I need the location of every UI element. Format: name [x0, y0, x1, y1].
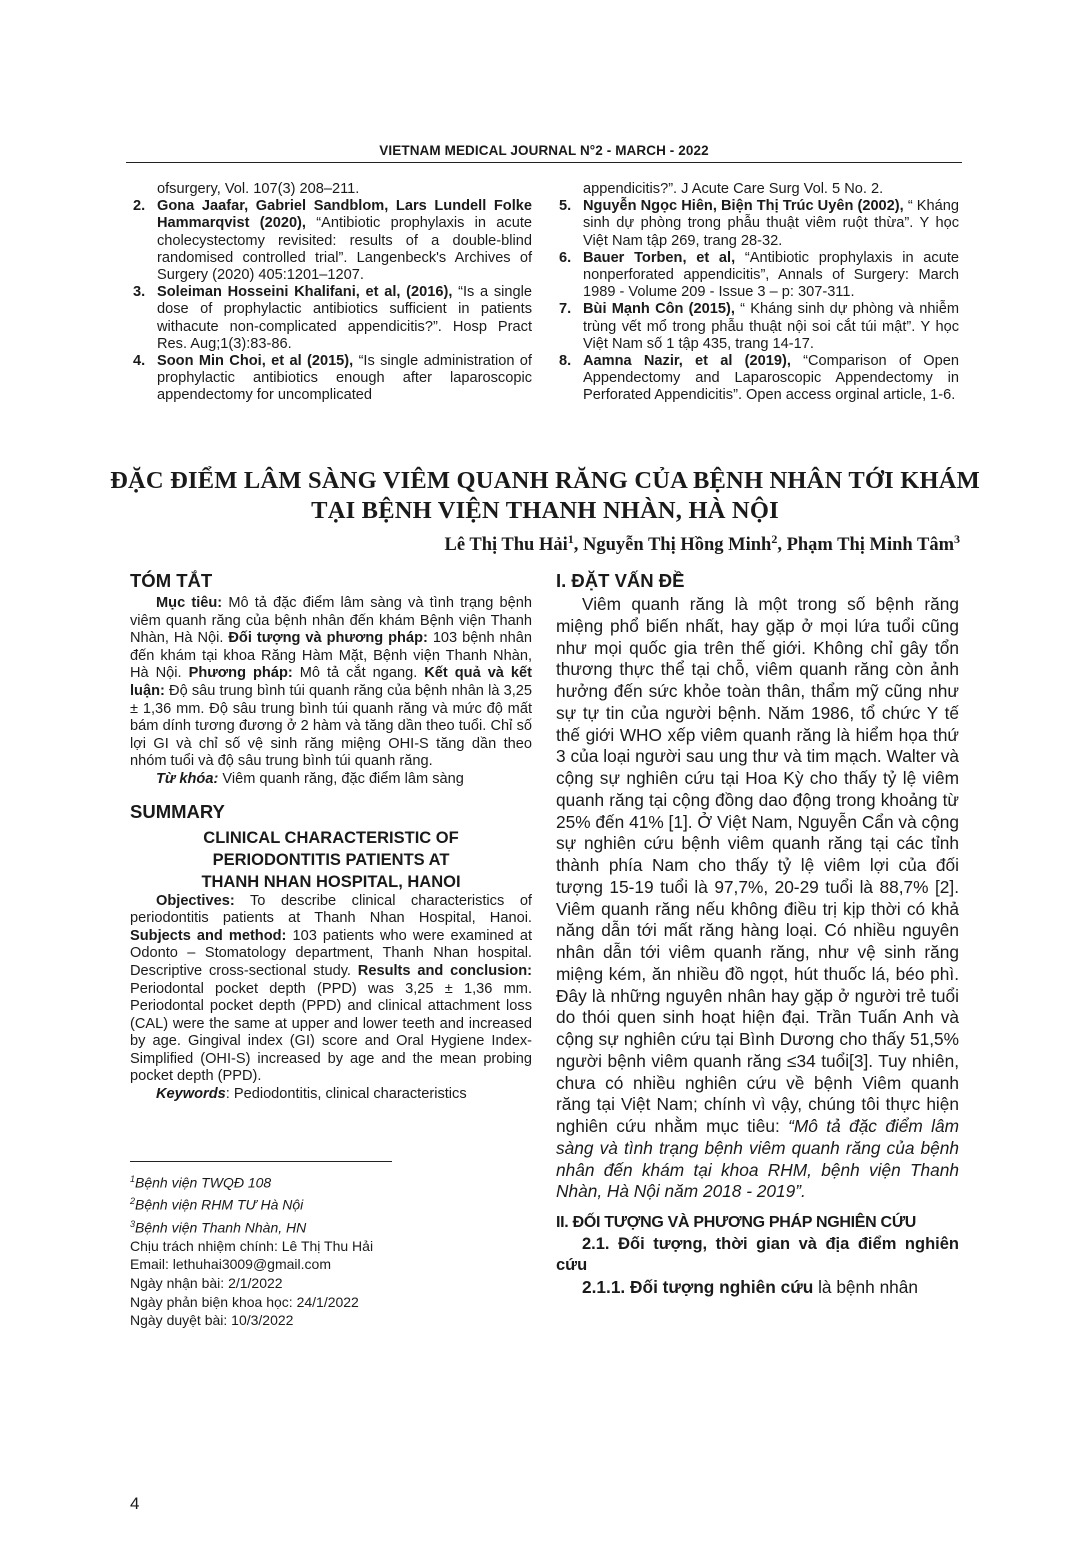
footnote: $^3$Bệnh viện Thanh Nhàn, HN [130, 1218, 307, 1236]
intro-body: Viêm quanh răng là một trong số bệnh răng miệng phổ biến nhất, hay gặp ở mọi lứa tuổi cũng như mọi quốc gia trên thế giới. Không chỉ gây tổn thương thực thể tại chỗ, viêm quanh răng còn ảnh hưởng đến sức khỏe toàn thân, thẩm mỹ cũng như sự tự tin của người bệnh. Năm 1986, tổ chức Y tế thế giới WHO xếp viêm quanh răng là hiểm họa thứ 3 của loại người sau ung thư và tim mạch. Walter và cộng sự nghiên cứu tại Hoa Kỳ cho thấy tỷ lệ viêm quanh răng tại cộng đồng dao động trong khoảng từ 25% đến 41% [1]. Ở Việt Nam, Nguyễn Cẩn và cộng sự nghiên cứu bệnh viêm quanh răng tại các tỉnh thành phía Nam cho thấy tỷ lệ viêm lợi của đối tượng 15-19 tuổi là 97,7%, 20-29 tuổi là 88,7% [2]. Viêm quanh răng nếu không điều trị kịp thời có khả năng dẫn tới mất răng hàng loại. Có nhiều nguyên nhân dẫn tới viêm quanh răng, như vệ sinh răng miệng kém, ăn nhiều đồ ngọt, hút thuốc lá, béo phì. Đây là những nguyên nhân hay gặp ở người trẻ tuổi do thói quen sinh hoạt hiện đại. Trần Tuấn Anh và cộng sự nghiên cứu tại Bình Dương cho thấy 51,5% người bệnh viêm quanh răng ≤34 tuổi[3]. Tuy nhiên, chưa có nhiều nghiên cứu về bệnh Viêm quanh răng tại Việt Nam; chính vì vậy, chúng tôi thực hiện nghiên cứu nhằm mục tiêu: “Mô tả đặc điểm lâm sàng và tình trạng bệnh viêm quanh răng của bệnh nhân đến khám tại khoa RHM, bệnh viện Thanh Nhàn, Hà Nội năm 2018 - 2019”. [556, 594, 960, 1202]
author-affiliation: 3 [954, 532, 960, 546]
footnote: $^2$Bệnh viện RHM TƯ Hà Nội [130, 1196, 304, 1213]
footnotes [130, 1170, 373, 1330]
article-title-line-1: ĐẶC ĐIỂM LÂM SÀNG VIÊM QUANH RĂNG CỦA BỆNH NHÂN TỚI KHÁM [110, 467, 980, 494]
reference-item: appendicitis?”. J Acute Care Surg Vol. 5 No. 2. [583, 181, 884, 197]
author-name: Lê Thị Thu Hải [444, 535, 568, 556]
journal-header: VIETNAM MEDICAL JOURNAL N°2 - MARCH - 2022 [379, 143, 709, 158]
author-name: Phạm Thị Minh Tâm [786, 535, 954, 556]
summary-body: Objectives: To describe clinical characteristics of periodontitis patients at Thanh Nhan Hospital, Hanoi. Subjects and method: 103 patients who were examined at Odonto – Stomatology department, Thanh Nhan hospital. Descriptive cross-sectional study. Results and conclusion: Periodontal pocket depth (PPD) was 3,25 ± 1,36 mm. Periodontal pocket depth (PPD) and clinical attachment loss (CAL) were the same at upper and lower teeth and increased by age. Gingival index (GI) score and Oral Hygiene Index-Simplified (OHI-S) increased by age and the mean probing pocket depth (PPD). [130, 892, 532, 1085]
footnote: $^1$Bệnh viện TWQĐ 108 [130, 1174, 272, 1191]
author-name: Nguyễn Thị Hồng Minh [583, 535, 772, 556]
references-right [556, 181, 959, 405]
tomtat-body: Mục tiêu: Mô tả đặc điểm lâm sàng và tình trạng bệnh viêm quanh răng của bệnh nhân đến khám Bệnh viện Thanh Nhàn, Hà Nội. Đối tượng và phương pháp: 103 bệnh nhân đến khám tại khoa Răng Hàm Mặt, Bệnh viện Thanh Nhàn, Hà Nội. Phương pháp: Mô tả cắt ngang. Kết quả và kết luận: Độ sâu trung bình túi quanh răng của bệnh nhân là 3,25 ± 1,36 mm. Độ sâu trung bình túi quanh răng và mức độ mất bám dính tương đương ở 2 hàm và tăng dần theo tuổi. Chỉ số lợi GI và chỉ số vệ sinh răng miệng OHI-S tăng dần theo nhóm tuổi và độ sâu trung bình túi quanh răng. [130, 595, 533, 770]
tomtat-keywords: Từ khóa: Viêm quanh răng, đặc điểm lâm sàng [156, 770, 464, 787]
author-affiliation: 2 [771, 532, 778, 546]
footnote-rule [130, 1161, 392, 1162]
reference-item: 8. Aamna Nazir, et al (2019), “Comparison of Open Appendectomy and Laparoscopic Appendectomy in Perforated Appendicitis”. Open access orginal article, 1-6. [559, 353, 960, 404]
summary-title: CLINICAL CHARACTERISTIC OF PERIODONTITIS PATIENTS AT THANH NHAN HOSPITAL, HANOI [201, 828, 461, 891]
reference-item: 3. Soleiman Hosseini Khalifani, et al, (2016), “Is a single dose of prophylactic antibiotics sufficient in patients withacute non-complicated appendicitis?”. Hosp Pract Res. Aug;1(3):83-86. [133, 284, 533, 352]
methods-body: 2.1.1. Đối tượng nghiên cứu là bệnh nhân [582, 1276, 919, 1297]
reference-item: 2. Gona Jaafar, Gabriel Sandblom, Lars Lundell Folke Hammarqvist (2020), “Antibiotic prophylaxis in acute cholecystectomy revisited: results of a double-blind randomised controlled trial”. Langenbeck's Archives of Surgery (2020) 405:1201–1207. [133, 198, 533, 284]
footnote: Ngày phản biện khoa học: 24/1/2022 [130, 1293, 359, 1310]
left-column [130, 570, 532, 1104]
footnote-email: Email: lethuhai3009@gmail.com [130, 1256, 331, 1273]
article-title [100, 466, 990, 526]
summary-heading: SUMMARY [130, 800, 225, 822]
methods-heading: II. ĐỐI TƯỢNG VÀ PHƯƠNG PHÁP NGHIÊN CỨU [556, 1214, 917, 1231]
footnote: Chịu trách nhiệm chính: Lê Thị Thu Hải [130, 1237, 374, 1254]
page-number: 4 [130, 1494, 140, 1513]
references-left [130, 181, 532, 405]
summary-keywords: Keywords: Pediodontitis, clinical characteristics [156, 1086, 467, 1103]
tomtat-heading: TÓM TẮT [130, 570, 213, 591]
reference-item: 7. Bùi Mạnh Côn (2015), “ Kháng sinh dự phòng và nhiễm trùng vết mổ trong phẫu thuật nội soi cắt túi mật”. Y học Việt Nam số 1 tập 435, trang 14-17. [559, 301, 959, 352]
methods-subheading: 2.1. Đối tượng, thời gian và địa điểm nghiên cứu [556, 1234, 959, 1274]
reference-item: ofsurgery, Vol. 107(3) 208–211. [157, 181, 360, 197]
reference-item: 4. Soon Min Choi, et al (2015), “Is single administration of prophylactic antibiotics enough after laparoscopic appendectomy for uncomplicated [133, 353, 532, 404]
right-column [556, 570, 959, 1298]
header-rule [126, 162, 962, 163]
footnote: Ngày nhận bài: 2/1/2022 [130, 1274, 283, 1291]
footnote: Ngày duyệt bài: 10/3/2022 [130, 1312, 294, 1329]
article-title-line-2: TẠI BỆNH VIỆN THANH NHÀN, HÀ NỘI [311, 497, 779, 524]
author-list: Lê Thị Thu Hải$^1$, Nguyễn Thị Hồng Minh$^2$, Phạm Thị Minh Tâm$^3$ [444, 532, 960, 556]
reference-item: 5. Nguyễn Ngọc Hiên, Biện Thị Trúc Uyên (2002), “ Kháng sinh dự phòng trong phẫu thuật viêm ruột thừa”. Y học Việt Nam tập 269, trang 28-32. [559, 198, 959, 249]
intro-heading: I. ĐẶT VẤN ĐỀ [556, 570, 685, 591]
reference-item: 6. Bauer Torben, et al, “Antibiotic prophylaxis in acute nonperforated appendicitis”, Annals of Surgery: March 1989 - Volume 209 - Issue 3 – p: 307-311. [559, 249, 960, 301]
author-affiliation: 1 [567, 532, 574, 546]
